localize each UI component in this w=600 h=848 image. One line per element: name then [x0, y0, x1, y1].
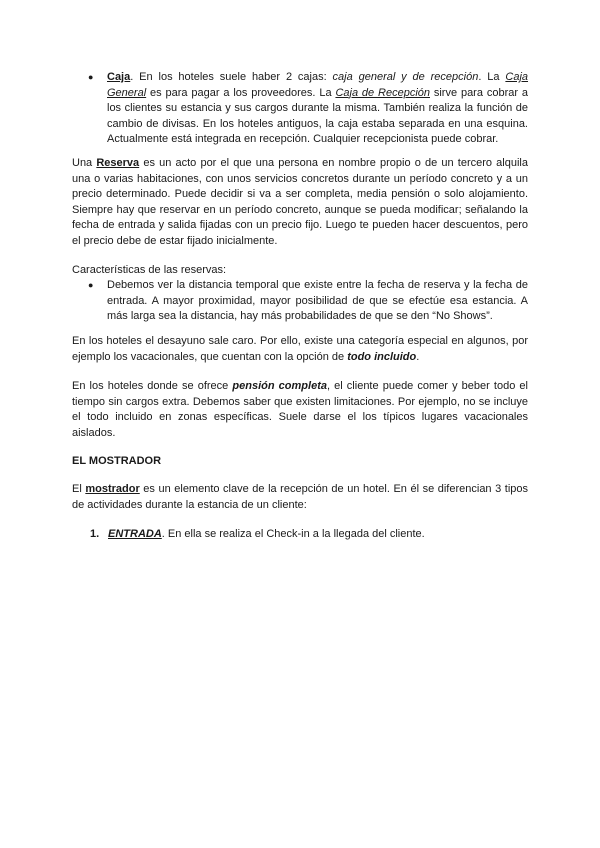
reserva-text-1: Una [72, 157, 97, 169]
pension-text-2: , el cliente puede comer y beber todo el tiempo sin cargos extra. Debemos saber que existen limitaciones. Por ejemplo, no se incluye el todo incluido en zonas específicas. Suele darse el los típicos lugares vacacionales aislados. [72, 380, 528, 439]
mostrador-term: mostrador [85, 483, 140, 495]
caja-text-4: sirve para cobrar a los clientes su estancia y sus cargos durante la misma. También realiza la función de cambio de divisas. En los hoteles antiguos, la caja estaba separada en una esquina. Actualmente está integrada en recepción. Cualquier recepcionista puede cobrar. [107, 86, 528, 146]
caja-bullet-list [86, 70, 528, 148]
caracteristicas-title: Características de las reservas: [72, 264, 227, 276]
section-heading-mostrador: EL MOSTRADOR [72, 455, 162, 467]
bullet-icon: ● [88, 72, 94, 82]
mostrador-paragraph [72, 482, 528, 513]
caja-term: Caja [107, 71, 131, 83]
caja-italic: caja general y de recepción [332, 71, 479, 83]
numbered-list-item [90, 527, 528, 543]
mostrador-text-1: El [72, 483, 86, 495]
pension-bold-italic: pensión completa [232, 380, 327, 392]
desayuno-text-2: . [416, 350, 420, 363]
desayuno-bold-italic: todo incluido [347, 350, 417, 363]
list-text: . En ella se realiza el Check-in a la llegada del cliente. [161, 528, 425, 540]
caracteristicas-list [86, 278, 528, 325]
list-term: ENTRADA [108, 528, 162, 540]
desayuno-paragraph [72, 334, 528, 365]
caja-text-3: es para pagar a los proveedores. La [146, 86, 336, 99]
caracteristicas-bullet-text: Debemos ver la distancia temporal que existe entre la fecha de reserva y la fecha de entrada. A mayor proximidad, mayor posibilidad de que se efectúe esa estancia. A más larga sea la distancia, hay más probabilidades de que se den “No Shows”. [107, 279, 528, 323]
pension-paragraph [72, 379, 528, 441]
bullet-icon: ● [88, 280, 94, 290]
list-number: 1. [90, 528, 100, 540]
reserva-text-2: es un acto por el que una persona en nombre propio o de un tercero alquila una o varias habitaciones, con unos servicios concretos durante un período concreto y a un precio determinado. Puede decidir si va a ser completa, media pensión o solo alojamiento. Siempre hay que reservar en un período concreto, aunque se pueda modificar; señalando la fecha de entrada y salida fijadas con un precio fijo. Luego te pueden hacer descuentos, pero el precio debe de estar fijado inicialmente. [72, 157, 528, 247]
desayuno-text-1: En los hoteles el desayuno sale caro. Por ello, existe una categoría especial en algunos, por ejemplo los vacacionales, que cuentan con la opción de [72, 335, 528, 363]
reserva-term: Reserva [96, 157, 140, 169]
reserva-paragraph [72, 156, 528, 250]
caracteristicas-bullet-item [86, 278, 528, 325]
caja-bullet-item [86, 70, 528, 148]
mostrador-text-2: es un elemento clave de la recepción de un hotel. En él se diferencian 3 tipos de actividades durante la estancia de un cliente: [72, 483, 529, 511]
caja-recepcion-term: Caja de Recepción [335, 86, 430, 99]
caja-text-1: . En los hoteles suele haber 2 cajas: [130, 71, 333, 83]
caja-text-2: . La [478, 71, 506, 83]
pension-text-1: En los hoteles donde se ofrece [72, 380, 233, 392]
caja-general-term: Caja General [107, 71, 529, 99]
